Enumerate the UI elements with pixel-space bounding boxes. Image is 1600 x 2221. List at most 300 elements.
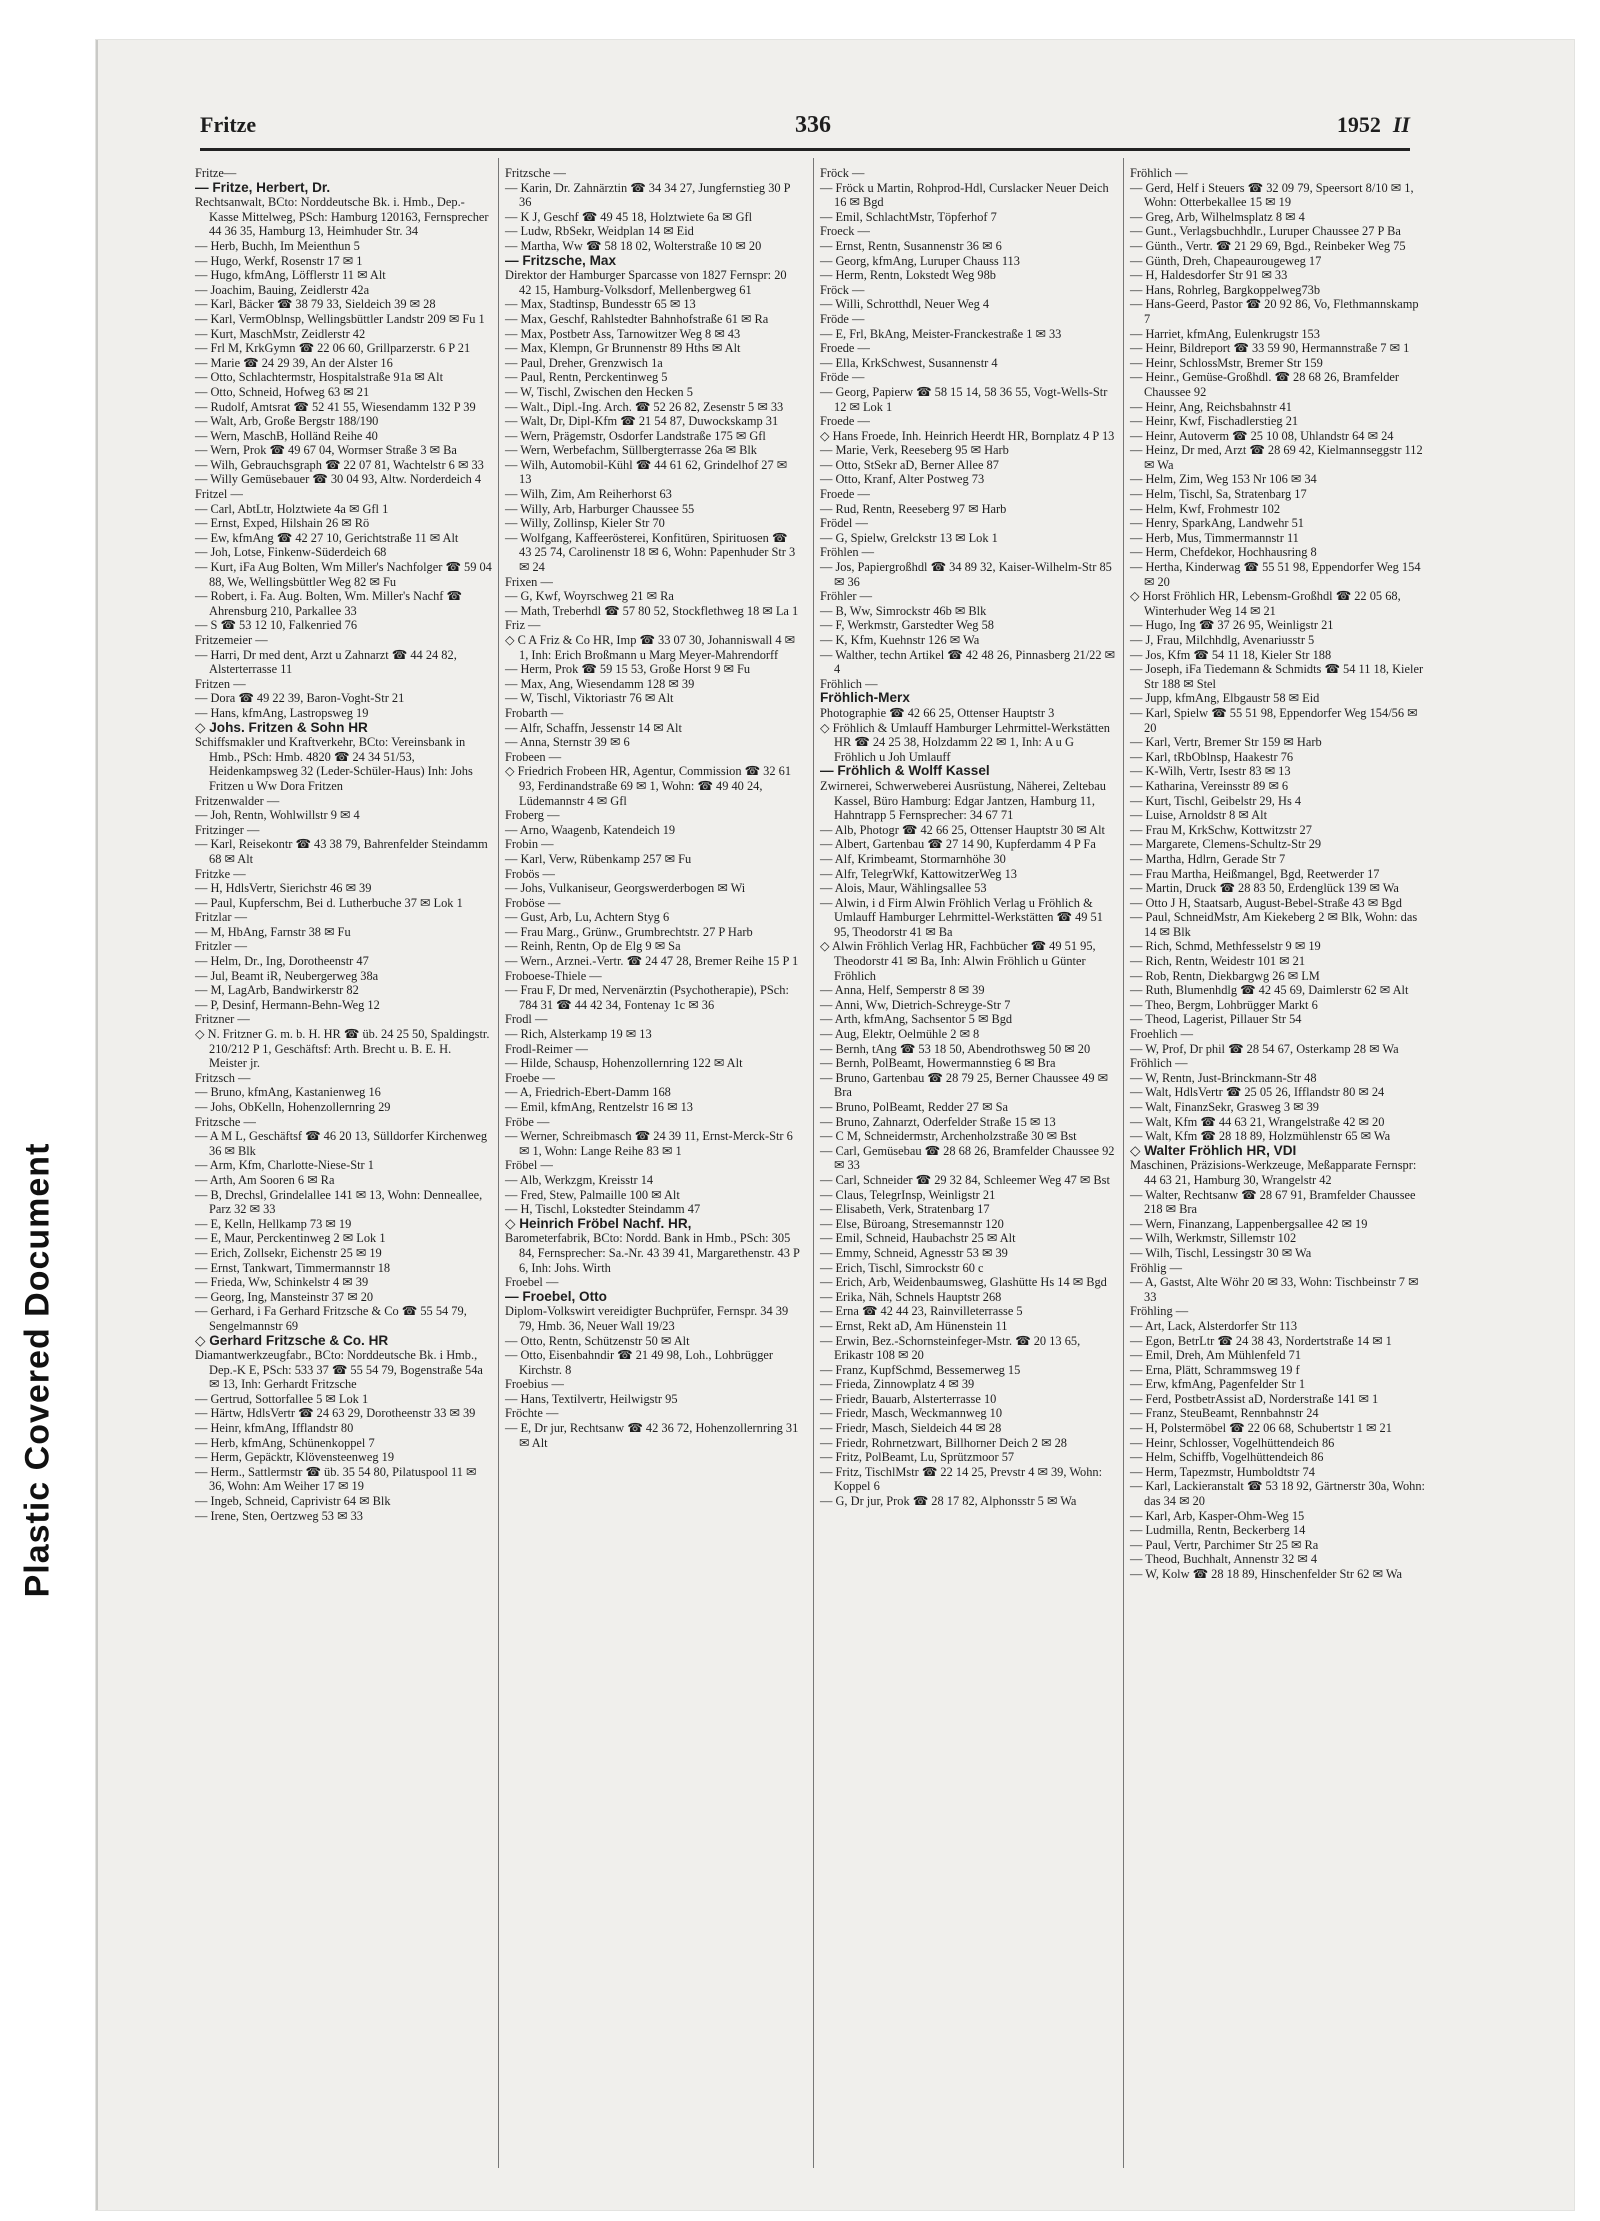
column-divider [498,158,499,2168]
directory-entry: — H, Polstermöbel ☎ 22 06 68, Schubertstr 1 ✉ 21 [1130,1421,1392,1436]
directory-entry: Fröhlich-Merx [820,690,910,706]
directory-entry: — Willi, Schrotthdl, Neuer Weg 4 [820,297,990,312]
directory-entry: — Emil, SchlachtMstr, Töpferhof 7 [820,209,997,224]
directory-entry: — Heinr, Autoverm ☎ 25 10 08, Uhlandstr 64 ✉ 24 [1130,428,1394,443]
directory-entry: Fröbel — [505,1158,553,1173]
directory-entry: — Alwin, i d Firm Alwin Fröhlich Verlag u Fröhlich & Umlauff Hamburger Lehrmittel-Werkstätten ☎ 49 51 95, Theodorstr 41 ✉ Ba [820,895,1103,939]
directory-entry: ◇ Horst Fröhlich HR, Lebensm-Großhdl ☎ 22 05 68, Winterhuder Weg 14 ✉ 21 [1130,589,1401,618]
directory-entry: — Georg, Papierw ☎ 58 15 14, 58 36 55, Vogt-Wells-Str 12 ✉ Lok 1 [820,384,1108,414]
directory-entry: — Otto, Schneid, Hofweg 63 ✉ 21 [195,384,370,399]
directory-entry: — Otto, Kranf, Alter Postweg 73 [820,472,985,487]
directory-entry: — Karl, Lackieranstalt ☎ 53 18 92, Gärtnerstr 30a, Wohn: das 34 ✉ 20 [1130,1479,1425,1509]
directory-entry: Frobin — [505,837,554,852]
directory-entry: — Wern, Prok ☎ 49 67 04, Wormser Straße 3 ✉ Ba [195,443,457,458]
directory-entry: — Martin, Druck ☎ 28 83 50, Erdenglück 139 ✉ Wa [1130,881,1399,896]
directory-entry: — Helm, Tischl, Sa, Stratenbarg 17 [1130,487,1307,502]
directory-entry: ◇ Hans Froede, Inh. Heinrich Heerdt HR, Bornplatz 4 P 13 [820,428,1115,443]
directory-entry: — Alois, Maur, Wählingsallee 53 [820,881,987,896]
directory-entry: — Wilh, Werkmstr, Sillemstr 102 [1130,1231,1297,1246]
directory-entry: ◇ Gerhard Fritzsche & Co. HR [195,1332,389,1348]
directory-entry: — Claus, TelegrInsp, Weinligstr 21 [820,1187,996,1202]
directory-entry: — Max, Stadtinsp, Bundesstr 65 ✉ 13 [505,297,696,312]
directory-entry: — Rich, Rentn, Weidestr 101 ✉ 21 [1130,954,1306,969]
directory-entry: — Kurt, Tischl, Geibelstr 29, Hs 4 [1130,793,1302,808]
directory-entry: Frobarth — [505,705,564,720]
directory-entry: — Alb, Photogr ☎ 42 66 25, Ottenser Hauptstr 30 ✉ Alt [820,822,1105,837]
directory-entry: — E, Maur, Perckentinweg 2 ✉ Lok 1 [195,1231,386,1246]
directory-entry: — Hertha, Kinderwag ☎ 55 51 98, Eppendorfer Weg 154 ✉ 20 [1130,560,1421,589]
directory-entry: — W, Tischl, Zwischen den Hecken 5 [505,384,693,399]
directory-entry: — Martha, Hdlrn, Gerade Str 7 [1130,851,1286,866]
directory-entry: — Rud, Rentn, Reeseberg 97 ✉ Harb [820,501,1007,516]
directory-entry: — Friedr, Rohrnetzwart, Billhorner Deich 2 ✉ 28 [820,1435,1067,1450]
directory-entry: — Georg, Ing, Mansteinstr 37 ✉ 20 [195,1289,374,1304]
directory-entry: Zwirnerei, Schwerweberei Ausrüstung, Näherei, Zeltebau Kassel, Büro Hamburg: Edgar Jantzen, Hamburg 11, Hahntrapp 5 Fernsprecher: 34 67 71 [820,778,1106,823]
directory-entry: Fröde — [820,370,865,385]
directory-entry: Fröbe — [505,1114,550,1129]
directory-entry: — Heinr, Schlosser, Vogelhüttendeich 86 [1130,1435,1335,1450]
directory-entry: Fritzler — [195,939,247,954]
directory-entry: Fritzinger — [195,822,260,837]
directory-entry: — Ernst, Tankwart, Timmermannstr 18 [195,1260,391,1275]
directory-entry: Froberg — [505,808,560,823]
directory-entry: — Art, Lack, Alsterdorfer Str 113 [1130,1318,1298,1333]
directory-entry: — M, LagArb, Bandwirkerstr 82 [195,983,359,998]
directory-entry: — Emil, kfmAng, Rentzelstr 16 ✉ 13 [505,1100,693,1114]
directory-entry: — Carl, Schneider ☎ 29 32 84, Schleemer Weg 47 ✉ Bst [820,1172,1110,1187]
directory-entry: — Carl, AbtLtr, Holztwiete 4a ✉ Gfl 1 [195,501,389,516]
directory-entry: — Heinr, Bildreport ☎ 33 59 90, Hermannstraße 7 ✉ 1 [1130,341,1410,356]
directory-entry: — Emmy, Schneid, Agnesstr 53 ✉ 39 [820,1245,1008,1260]
directory-entry: — Erika, Näh, Schnels Hauptstr 268 [820,1289,1002,1304]
directory-entry: — Reinh, Rentn, Op de Elg 9 ✉ Sa [505,939,681,954]
directory-entry: — Heinr, Kwf, Fischadlerstieg 21 [1130,414,1299,429]
directory-entry: — Helm, Dr., Ing, Dorotheenstr 47 [195,954,369,969]
directory-entry: — E, Dr jur, Rechtsanw ☎ 42 36 72, Hohenzollernring 31 ✉ Alt [505,1421,799,1450]
column-4 [1130,166,1427,1582]
directory-entry: — Fröck u Martin, Rohprod-Hdl, Curslacker Neuer Deich 16 ✉ Bgd [820,180,1109,210]
directory-entry: — Willy Gemüsebauer ☎ 30 04 93, Altw. Norderdeich 4 [195,472,482,487]
directory-entry: — Paul, Kupferschm, Bei d. Lutherbuche 37 ✉ Lok 1 [195,895,463,910]
directory-entry: — Heinr., Gemüse-Großhdl. ☎ 28 68 26, Bramfelder Chaussee 92 [1130,370,1400,399]
directory-entry: — Henry, SparkAng, Landwehr 51 [1130,516,1305,531]
directory-entry: — Ferd, PostbetrAssist aD, Norderstraße 141 ✉ 1 [1130,1391,1379,1406]
directory-entry: — Kurt, MaschMstr, Zeidlerstr 42 [195,326,366,341]
directory-entry: — Karin, Dr. Zahnärztin ☎ 34 34 27, Jungfernstieg 30 P 36 [505,180,791,210]
directory-entry: — Irene, Sten, Oertzweg 53 ✉ 33 [195,1508,363,1523]
directory-entry: — Rob, Rentn, Diekbargwg 26 ✉ LM [1130,968,1320,983]
directory-entry: — Theod, Lagerist, Pillauer Str 54 [1130,1012,1302,1027]
directory-entry: — S ☎ 53 12 10, Falkenried 76 [195,618,358,633]
directory-entry: — Karl, tRbOblnsp, Haakestr 76 [1130,749,1294,764]
directory-entry: — Jos, Kfm ☎ 54 11 18, Kieler Str 188 [1130,647,1332,662]
directory-entry: — Bruno, kfmAng, Kastanienweg 16 [195,1085,381,1100]
directory-entry: Fröhler — [820,589,872,604]
directory-entry: — Herb, Mus, Timmermannstr 11 [1130,530,1299,545]
directory-entry: — Franz, KupfSchmd, Bessemerweg 15 [820,1362,1021,1377]
directory-entry: — Alfr, TelegrWkf, KattowitzerWeg 13 [820,866,1017,881]
directory-entry: — Werner, Schreibmasch ☎ 24 39 11, Ernst-Merck-Str 6 ✉ 1, Wohn: Lange Reihe 83 ✉ 1 [505,1129,793,1158]
directory-entry: — Gerhard, i Fa Gerhard Fritzsche & Co ☎ 55 54 79, Sengelmannstr 69 [195,1304,467,1333]
directory-entry: Froebe — [505,1070,555,1085]
directory-entry: — J, Frau, Milchhdlg, Avenariusstr 5 [1130,633,1315,647]
directory-entry: — Karl, Arb, Kasper-Ohm-Weg 15 [1130,1508,1305,1523]
directory-entry: — M, HbAng, Farnstr 38 ✉ Fu [195,924,351,939]
directory-entry: — Joseph, iFa Tiedemann & Schmidts ☎ 54 11 18, Kieler Str 188 ✉ Stel [1130,662,1424,691]
directory-entry: — Paul, Vertr, Parchimer Str 25 ✉ Ra [1130,1537,1319,1552]
directory-entry: — W, Rentn, Just-Brinckmann-Str 48 [1130,1070,1317,1085]
directory-entry: — Wilh, Gebrauchsgraph ☎ 22 07 81, Wachtelstr 6 ✉ 33 [195,457,484,472]
directory-entry: — Helm, Schiffb, Vogelhüttendeich 86 [1130,1450,1324,1465]
directory-entry: — Wern., Arznei.-Vertr. ☎ 24 47 28, Bremer Reihe 15 P 1 [505,954,799,969]
directory-entry: — Harriet, kfmAng, Eulenkrugstr 153 [1130,326,1320,341]
header-rule [200,148,1410,151]
directory-entry: — Ruth, Blumenhdlg ☎ 42 45 69, Daimlerstr 62 ✉ Alt [1130,983,1409,998]
directory-entry: — Frieda, Zinnowplatz 4 ✉ 39 [820,1377,975,1392]
directory-entry: — Erich, Zollsekr, Eichenstr 25 ✉ 19 [195,1245,382,1260]
directory-entry: — Walt., Dipl.-Ing. Arch. ☎ 52 26 82, Zesenstr 5 ✉ 33 [505,399,784,414]
header-volume: II [1392,112,1410,137]
directory-entry: — Walt, Arb, Große Bergstr 188/190 [195,414,379,429]
directory-entry: — Ella, KrkSchwest, Susannenstr 4 [820,355,998,370]
directory-entry: — Frieda, Ww, Schinkelstr 4 ✉ 39 [195,1275,369,1290]
directory-entry: ◇ Fröhlich & Umlauff Hamburger Lehrmittel-Werkstätten HR ☎ 24 25 38, Holzdamm 22 ✉ 1, Inh: A u G Fröhlich u Joh Umlauff [820,720,1110,764]
directory-entry: Rechtsanwalt, BCto: Norddeutsche Bk. i. Hmb., Dep.-Kasse Mittelweg, PSch: Hamburg 120163, Fernsprecher 44 36 35, Hamburg 13, Heimhuder Str. 34 [195,195,489,239]
directory-entry: — Frau Marg., Grünw., Grumbrechtstr. 27 P Harb [505,924,753,939]
directory-entry: — Wern, Werbefachm, Süllbergterrasse 26a ✉ Blk [505,443,758,458]
directory-entry: — Walter, Rechtsanw ☎ 28 67 91, Bramfelder Chaussee 218 ✉ Bra [1130,1187,1416,1217]
directory-entry: — Wern, MaschB, Holländ Reihe 40 [195,428,378,443]
directory-entry: — Alb, Werkzgm, Kreisstr 14 [505,1172,654,1187]
column-1 [195,166,492,1523]
directory-entry: — Hans, Rohrleg, Bargkoppelweg73b [1130,282,1321,297]
directory-entry: — Karl, Bäcker ☎ 38 79 33, Sieldeich 39 ✉ 28 [195,297,436,312]
directory-entry: — Jupp, kfmAng, Elbgaustr 58 ✉ Eid [1130,691,1320,706]
directory-entry: — Jul, Beamt iR, Neubergerweg 38a [195,968,379,983]
directory-entry: — E, Frl, BkAng, Meister-Franckestraße 1 ✉ 33 [820,326,1062,341]
directory-entry: — Bernh, tAng ☎ 53 18 50, Abendrothsweg 50 ✉ 20 [820,1041,1091,1056]
directory-entry: — Gust, Arb, Lu, Achtern Styg 6 [505,910,670,925]
directory-entry: — Marie, Verk, Reeseberg 95 ✉ Harb [820,443,1009,458]
directory-entry: — Max, Klempn, Gr Brunnenstr 89 Hths ✉ Alt [505,341,741,356]
directory-entry: — Rich, Alsterkamp 19 ✉ 13 [505,1027,652,1042]
directory-entry: — Emil, Schneid, Haubachstr 25 ✉ Alt [820,1231,1016,1246]
directory-entry: — Wilh, Tischl, Lessingstr 30 ✉ Wa [1130,1245,1312,1260]
directory-entry: Friz — [505,618,541,633]
directory-entry: — Wern, Finanzang, Lappenbergsallee 42 ✉ 19 [1130,1216,1368,1231]
directory-entry: — G, Spielw, Grelckstr 13 ✉ Lok 1 [820,530,998,545]
directory-entry: — Helm, Zim, Weg 153 Nr 106 ✉ 34 [1130,472,1317,487]
directory-entry: — Heinr, Ang, Reichsbahnstr 41 [1130,399,1292,414]
directory-entry: — Paul, Dreher, Grenzwisch 1a [505,355,663,370]
directory-entry: Fröde — [820,311,865,326]
column-divider [1123,158,1124,2168]
directory-entry: — Karl, Vertr, Bremer Str 159 ✉ Harb [1130,735,1322,750]
directory-entry: — Karl, VermOblnsp, Wellingsbüttler Landstr 209 ✉ Fu 1 [195,311,485,326]
directory-entry: — Otto J H, Staatsarb, August-Bebel-Straße 43 ✉ Bgd [1130,895,1402,910]
directory-entry: — Frau F, Dr med, Nervenärztin (Psychotherapie), PSch: 784 31 ☎ 44 42 34, Fontenay 1c ✉ 36 [505,983,789,1012]
directory-entry: — G, Kwf, Woyrschweg 21 ✉ Ra [505,589,674,604]
directory-entry: — Max, Ang, Wiesendamm 128 ✉ 39 [505,676,695,691]
directory-entry: Fritzenwalder — [195,793,280,808]
directory-entry: — H, Haldesdorfer Str 91 ✉ 33 [1130,268,1288,283]
directory-entry: — Ludmilla, Rentn, Beckerberg 14 [1130,1523,1306,1538]
header-right [1337,112,1410,138]
directory-entry: — Hugo, Werkf, Rosenstr 17 ✉ 1 [195,253,363,268]
directory-entry: — Fritze, Herbert, Dr. [195,179,331,195]
directory-entry: — Arth, Am Sooren 6 ✉ Ra [195,1172,335,1187]
directory-entry: Fritzner — [195,1012,250,1027]
directory-entry: Froebius — [505,1377,564,1392]
directory-entry: Maschinen, Präzisions-Werkzeuge, Meßapparate Fernspr: 44 63 21, Hamburg 30, Wrangelstr 42 [1130,1158,1417,1187]
directory-entry: — Friedr, Bauarb, Alsterterrasse 10 [820,1391,997,1406]
directory-entry: Fritzsch — [195,1070,251,1085]
directory-entry: — Walt, HdlsVertr ☎ 25 05 26, Ifflandstr 80 ✉ 24 [1130,1085,1385,1100]
column-3 [820,166,1117,1509]
directory-entry: ◇ Alwin Fröhlich Verlag HR, Fachbücher ☎ 49 51 95, Theodorstr 41 ✉ Ba, Inh: Alwin Fröhlich u Günter Fröhlich [820,939,1096,983]
directory-entry: — Martha, Ww ☎ 58 18 02, Wolterstraße 10 ✉ 20 [505,238,762,253]
directory-entry: — Wilh, Automobil-Kühl ☎ 44 61 62, Grindelhof 27 ✉ 13 [505,457,788,487]
directory-entry: — Hans, Textilvertr, Heilwigstr 95 [505,1391,678,1406]
directory-entry: Fröhlich — [1130,1056,1188,1071]
directory-entry: — Herb, Buchh, Im Meienthun 5 [195,238,360,253]
directory-entry: — Erna ☎ 42 44 23, Rainvilleterrasse 5 [820,1304,1023,1319]
directory-entry: — Karl, Spielw ☎ 55 51 98, Eppendorfer Weg 154/56 ✉ 20 [1130,705,1418,735]
directory-entry: Fritzel — [195,487,243,502]
directory-entry: — Fritz, TischlMstr ☎ 22 14 25, Prevstr 4 ✉ 39, Wohn: Koppel 6 [820,1464,1103,1494]
directory-entry: — Heinr, kfmAng, Ifflandstr 80 [195,1421,354,1436]
directory-entry: — Erich, Arb, Weidenbaumsweg, Glashütte Hs 14 ✉ Bgd [820,1275,1107,1290]
directory-entry: — Rich, Schmd, Methfesselstr 9 ✉ 19 [1130,939,1321,954]
directory-entry: Froböse — [505,895,561,910]
directory-entry: — Herm, Rentn, Lokstedt Weg 98b [820,268,997,283]
directory-entry: — Georg, kfmAng, Luruper Chauss 113 [820,253,1020,268]
directory-entry: — Anni, Ww, Dietrich-Schreyge-Str 7 [820,997,1011,1012]
directory-entry: Frobös — [505,866,555,881]
directory-entry: — Rudolf, Amtsrat ☎ 52 41 55, Wiesendamm 132 P 39 [195,399,476,414]
directory-entry: — Hugo, kfmAng, Löfflerstr 11 ✉ Alt [195,268,386,283]
directory-entry: — Joachim, Bauing, Zeidlerstr 42a [195,282,370,297]
directory-entry: — Ew, kfmAng ☎ 42 27 10, Gerichtstraße 11 ✉ Alt [195,530,459,545]
column-2 [505,166,802,1450]
directory-entry: — Luise, Arnoldstr 8 ✉ Alt [1130,808,1268,823]
directory-entry: — B, Drechsl, Grindelallee 141 ✉ 13, Wohn: Denneallee, Parz 32 ✉ 33 [195,1187,483,1217]
directory-entry: — F, Werkmstr, Garstedter Weg 58 [820,618,994,633]
directory-entry: — Herm, Tapezmstr, Humboldtstr 74 [1130,1464,1315,1479]
directory-entry: — H, Tischl, Lokstedter Steindamm 47 [505,1202,701,1217]
directory-entry: — Otto, StSekr aD, Berner Allee 87 [820,457,999,472]
directory-entry: — Karl, Reisekontr ☎ 43 38 79, Bahrenfelder Steindamm 68 ✉ Alt [195,837,488,866]
directory-entry: — A, Friedrich-Ebert-Damm 168 [505,1085,671,1100]
directory-entry: — Karl, Verw, Rübenkamp 257 ✉ Fu [505,851,692,866]
directory-entry: Frobeen — [505,749,562,764]
directory-entry: Fritzke — [195,866,246,881]
sidebar-label-text: Plastic Covered Document [18,1142,57,1598]
directory-entry: — Arm, Kfm, Charlotte-Niese-Str 1 [195,1158,374,1173]
directory-entry: Diplom-Volkswirt vereidigter Buchprüfer, Fernspr. 34 39 79, Hmb. 36, Neuer Wall 19/23 [505,1304,789,1333]
directory-entry: — H, HdlsVertr, Sierichstr 46 ✉ 39 [195,881,372,896]
directory-entry: — W, Prof, Dr phil ☎ 28 54 67, Osterkamp 28 ✉ Wa [1130,1041,1399,1056]
directory-entry: ◇ C A Friz & Co HR, Imp ☎ 33 07 30, Johanniswall 4 ✉ 1, Inh: Erich Broßmann u Marg Meyer-Mahrendorff [505,633,796,662]
directory-entry: — Heinz, Dr med, Arzt ☎ 28 69 42, Kielmannseggstr 112 ✉ Wa [1130,443,1423,472]
directory-entry: — Gunt., Verlagsbuchhdlr., Luruper Chaussee 27 P Ba [1130,224,1401,239]
directory-entry: Frodl — [505,1012,548,1027]
directory-entry: — G, Dr jur, Prok ☎ 28 17 82, Alphonsstr 5 ✉ Wa [820,1494,1077,1509]
directory-entry: — Walt, Dr, Dipl-Kfm ☎ 21 54 87, Duwockskamp 31 [505,414,779,429]
directory-entry: — Bruno, Zahnarzt, Oderfelder Straße 15 ✉ 13 [820,1114,1056,1129]
directory-entry: Frödel — [820,516,868,531]
directory-entry: — Otto, Eisenbahndir ☎ 21 49 98, Loh., Lohbrügger Kirchstr. 8 [505,1348,774,1377]
directory-entry: — Willy, Arb, Harburger Chaussee 55 [505,501,695,516]
directory-entry: — Johs, ObKelln, Hohenzollernring 29 [195,1100,391,1114]
directory-entry: Froeck — [820,224,870,239]
directory-entry: — Paul, Rentn, Perckentinweg 5 [505,370,668,385]
directory-entry: — C M, Schneidermstr, Archenholzstraße 30 ✉ Bst [820,1129,1077,1144]
directory-entry: Fritzlar — [195,910,247,925]
directory-entry: — Heinr, SchlossMstr, Bremer Str 159 [1130,355,1323,370]
directory-entry: Froehlich — [1130,1027,1193,1042]
directory-entry: — Hugo, Ing ☎ 37 26 95, Weinligstr 21 [1130,618,1334,633]
directory-entry: — Fröhlich & Wolff Kassel [820,763,990,779]
directory-entry: — Theo, Bergm, Lohbrügger Markt 6 [1130,997,1318,1012]
directory-entry: ◇ Walter Fröhlich HR, VDI [1130,1142,1297,1158]
directory-entry: — K J, Geschf ☎ 49 45 18, Holztwiete 6a ✉ Gfl [505,209,753,224]
directory-entry: Fritzemeier — [195,633,268,647]
directory-entry: — Walther, techn Artikel ☎ 42 48 26, Pinnasberg 21/22 ✉ 4 [820,647,1116,677]
directory-entry: — Friedr, Masch, Weckmannweg 10 [820,1406,1003,1421]
directory-entry: — Math, Treberhdl ☎ 57 80 52, Stockflethweg 18 ✉ La 1 [505,603,799,618]
directory-entry: — P, Desinf, Hermann-Behn-Weg 12 [195,997,380,1012]
directory-entry: — Else, Büroang, Stresemannstr 120 [820,1216,1004,1231]
directory-entry: — Frau M, KrkSchw, Kottwitzstr 27 [1130,822,1312,837]
directory-entry: Fritze— [195,166,237,180]
directory-entry: — K-Wilh, Vertr, Isestr 83 ✉ 13 [1130,764,1291,779]
directory-entry: — Arth, kfmAng, Sachsentor 5 ✉ Bgd [820,1012,1013,1027]
directory-entry: — Bernh, PolBeamt, Howermannstieg 6 ✉ Bra [820,1056,1056,1071]
directory-entry: — Walt, FinanzSekr, Grasweg 3 ✉ 39 [1130,1100,1319,1114]
directory-entry: — B, Ww, Simrockstr 46b ✉ Blk [820,603,987,618]
directory-entry: — Robert, i. Fa. Aug. Bolten, Wm. Miller's Nachf ☎ Ahrensburg 210, Parkallee 33 [195,589,462,618]
directory-entry: — Aug, Elektr, Oelmühle 2 ✉ 8 [820,1027,980,1042]
directory-entry: — Willy, Zollinsp, Kieler Str 70 [505,516,665,531]
directory-entry: Froede — [820,487,870,502]
directory-entry: Direktor der Hamburger Sparcasse von 1827 Fernspr: 20 42 15, Hamburg-Volksdorf, Mellenbergweg 61 [505,268,787,297]
directory-entry: — Gerd, Helf i Steuers ☎ 32 09 79, Speersort 8/10 ✉ 1, Wohn: Otterbekallee 15 ✉ 19 [1130,180,1414,210]
directory-entry: — Max, Geschf, Rahlstedter Bahnhofstraße 61 ✉ Ra [505,311,769,326]
directory-entry: — Ludw, RbSekr, Weidplan 14 ✉ Eid [505,224,694,239]
directory-entry: Fröhlen — [820,545,875,560]
directory-entry: — Elisabeth, Verk, Stratenbarg 17 [820,1202,990,1217]
directory-entry: Fröck — [820,282,865,297]
directory-entry: Fröhlich — [1130,166,1188,180]
directory-entry: ◇ N. Fritzner G. m. b. H. HR ☎ üb. 24 25 50, Spaldingstr. 210/212 P 1, Geschäftsf: Arth. Brecht u. B. E. H. Meister jr. [195,1027,490,1071]
page-header [200,112,1410,146]
directory-entry: Fröhling — [1130,1304,1189,1319]
column-divider [813,158,814,2168]
directory-entry: — Walt, Kfm ☎ 28 18 89, Holzmühlenstr 65 ✉ Wa [1130,1129,1391,1144]
directory-entry: Fröhlig — [1130,1260,1182,1275]
directory-entry: — Friedr, Masch, Sieldeich 44 ✉ 28 [820,1421,1002,1436]
directory-entry: Fröchte — [505,1406,559,1421]
directory-entry: — A M L, Geschäftsf ☎ 46 20 13, Sülldorfer Kirchenweg 36 ✉ Blk [195,1129,488,1158]
directory-entry: ◇ Friedrich Frobeen HR, Agentur, Commission ☎ 32 61 93, Ferdinandstraße 69 ✉ 1, Wohn: ☎ 49 40 24, Lüdemannstr 4 ✉ Gfl [505,764,792,808]
directory-entry: — Frl M, KrkGymn ☎ 22 06 60, Grillparzerstr. 6 P 21 [195,341,471,356]
directory-entry: ◇ Johs. Fritzen & Sohn HR [195,719,368,735]
directory-entry: — Wolfgang, Kaffeerösterei, Konfitüren, Spirituosen ☎ 43 25 74, Carolinenstr 18 ✉ 6, Wohn: Papenhuder Str 3 ✉ 24 [505,530,796,575]
directory-entry: — Ernst, Rekt aD, Am Hünenstein 11 [820,1318,1008,1333]
directory-entry: — Katharina, Vereinsstr 89 ✉ 6 [1130,778,1289,793]
directory-entry: — Helm, Kwf, Frohmestr 102 [1130,501,1281,516]
directory-entry: — A, Gastst, Alte Wöhr 20 ✉ 33, Wohn: Tischbeinstr 7 ✉ 33 [1130,1275,1419,1304]
directory-entry: — Otto, Rentn, Schützenstr 50 ✉ Alt [505,1333,690,1348]
directory-entry: Fröck — [820,166,865,180]
directory-entry: — Erich, Tischl, Simrockstr 60 c [820,1260,984,1275]
directory-entry: — Emil, Dreh, Am Mühlenfeld 71 [1130,1348,1302,1363]
directory-entry: — Fritzsche, Max [505,252,617,268]
directory-entry: — Otto, Schlachtermstr, Hospitalstraße 91a ✉ Alt [195,370,444,385]
sidebar-label [8,1010,68,1730]
directory-entry: — Joh, Rentn, Wohlwillstr 9 ✉ 4 [195,808,360,823]
directory-entry: — Joh, Lotse, Finkenw-Süderdeich 68 [195,545,387,560]
directory-entry: — Theod, Buchhalt, Annenstr 32 ✉ 4 [1130,1552,1318,1567]
directory-entry: — Erw, kfmAng, Pagenfelder Str 1 [1130,1377,1306,1392]
directory-entry: — Bruno, PolBeamt, Redder 27 ✉ Sa [820,1100,1008,1114]
header-left: Fritze [200,112,257,137]
directory-entry: — Dora ☎ 49 22 39, Baron-Voght-Str 21 [195,691,405,706]
directory-entry: — Paul, SchneidMstr, Am Kiekeberg 2 ✉ Blk, Wohn: das 14 ✉ Blk [1130,910,1418,939]
directory-entry: — Margarete, Clemens-Schultz-Str 29 [1130,837,1322,852]
directory-entry: — Fritz, PolBeamt, Lu, Sprützmoor 57 [820,1450,1015,1465]
directory-entry: — Anna, Helf, Semperstr 8 ✉ 39 [820,983,985,998]
directory-entry: Fritzen — [195,676,246,691]
directory-entry: — Arno, Waagenb, Katendeich 19 [505,822,676,837]
directory-entry: — Herm, Gepäcktr, Klövensteenweg 19 [195,1450,395,1465]
directory-entry: — Max, Postbetr Ass, Tarnowitzer Weg 8 ✉ 43 [505,326,741,341]
directory-entry: ◇ Heinrich Fröbel Nachf. HR, [505,1215,692,1231]
directory-entry: — Herm, Prok ☎ 59 15 53, Große Horst 9 ✉ Fu [505,662,751,677]
directory-entry: Fritzsche — [195,1114,256,1129]
directory-entry: — Ernst, Rentn, Susannenstr 36 ✉ 6 [820,238,1002,253]
directory-entry: — Ingeb, Schneid, Caprivistr 64 ✉ Blk [195,1494,391,1509]
directory-entry: — Alf, Krimbeamt, Stormarnhöhe 30 [820,851,1006,866]
directory-entry: — Carl, Gemüsebau ☎ 28 68 26, Bramfelder Chaussee 92 ✉ 33 [820,1143,1115,1173]
directory-entry: Fritzsche — [505,166,566,180]
directory-entry: — Marie ☎ 24 29 39, An der Alster 16 [195,355,393,370]
directory-entry: — Günth, Dreh, Chapeaurougeweg 17 [1130,253,1322,268]
directory-entry: — Wilh, Zim, Am Reiherhorst 63 [505,487,672,502]
directory-entry: Froboese-Thiele — [505,968,602,983]
directory-entry: Diamantwerkzeugfabr., BCto: Norddeutsche Bk. i Hmb., Dep.-K E, PSch: 533 37 ☎ 55 54 79, Bogenstraße 54a ✉ 13, Inh: Gerhardt Fritzsche [195,1348,483,1392]
directory-entry: Schiffsmakler und Kraftverkehr, BCto: Vereinsbank in Hmb., PSch: Hmb. 4820 ☎ 24 34 51/53, Heidenkampsweg 32 (Leder-Schüler-Haus) Inh: Johs Fritzen u Ww Dora Fritzen [195,735,473,793]
directory-entry: — Erwin, Bez.-Schornsteinfeger-Mstr. ☎ 20 13 65, Erikastr 108 ✉ 20 [820,1333,1081,1363]
directory-entry: — Härtw, HdlsVertr ☎ 24 63 29, Dorotheenstr 33 ✉ 39 [195,1406,476,1421]
directory-entry: — Walt, Kfm ☎ 44 63 21, Wrangelstraße 42 ✉ 20 [1130,1114,1385,1129]
directory-entry: Froede — [820,341,870,356]
directory-entry: — W, Tischl, Viktoriastr 76 ✉ Alt [505,691,674,706]
directory-entry: — Erna, Plätt, Schrammsweg 19 f [1130,1362,1300,1377]
directory-entry: — Herm., Sattlermstr ☎ üb. 35 54 80, Pilatuspool 11 ✉ 36, Wohn: Am Weiher 17 ✉ 19 [195,1464,477,1494]
directory-entry: — Herm, Chefdekor, Hochhausring 8 [1130,545,1317,560]
directory-entry: — E, Kelln, Hellkamp 73 ✉ 19 [195,1216,352,1231]
directory-entry: — Hans-Geerd, Pastor ☎ 20 92 86, Vo, Flethmannskamp 7 [1130,297,1419,326]
directory-entry: — Froebel, Otto [505,1288,607,1304]
directory-entry: — K, Kfm, Kuehnstr 126 ✉ Wa [820,633,980,647]
directory-entry: Fröhlich — [820,676,878,691]
directory-entry: Photographie ☎ 42 66 25, Ottenser Hauptstr 3 [820,705,1055,720]
directory-entry: — Jos, Papiergroßhdl ☎ 34 89 32, Kaiser-Wilhelm-Str 85 ✉ 36 [820,560,1112,589]
directory-entry: Froede — [820,414,870,429]
directory-entry: Barometerfabrik, BCto: Nordd. Bank in Hmb., PSch: 305 84, Fernsprecher: Sa.-Nr. 43 39 41, Margarethenstr. 43 P 6, Inh: Johs. Wirth [505,1231,800,1275]
